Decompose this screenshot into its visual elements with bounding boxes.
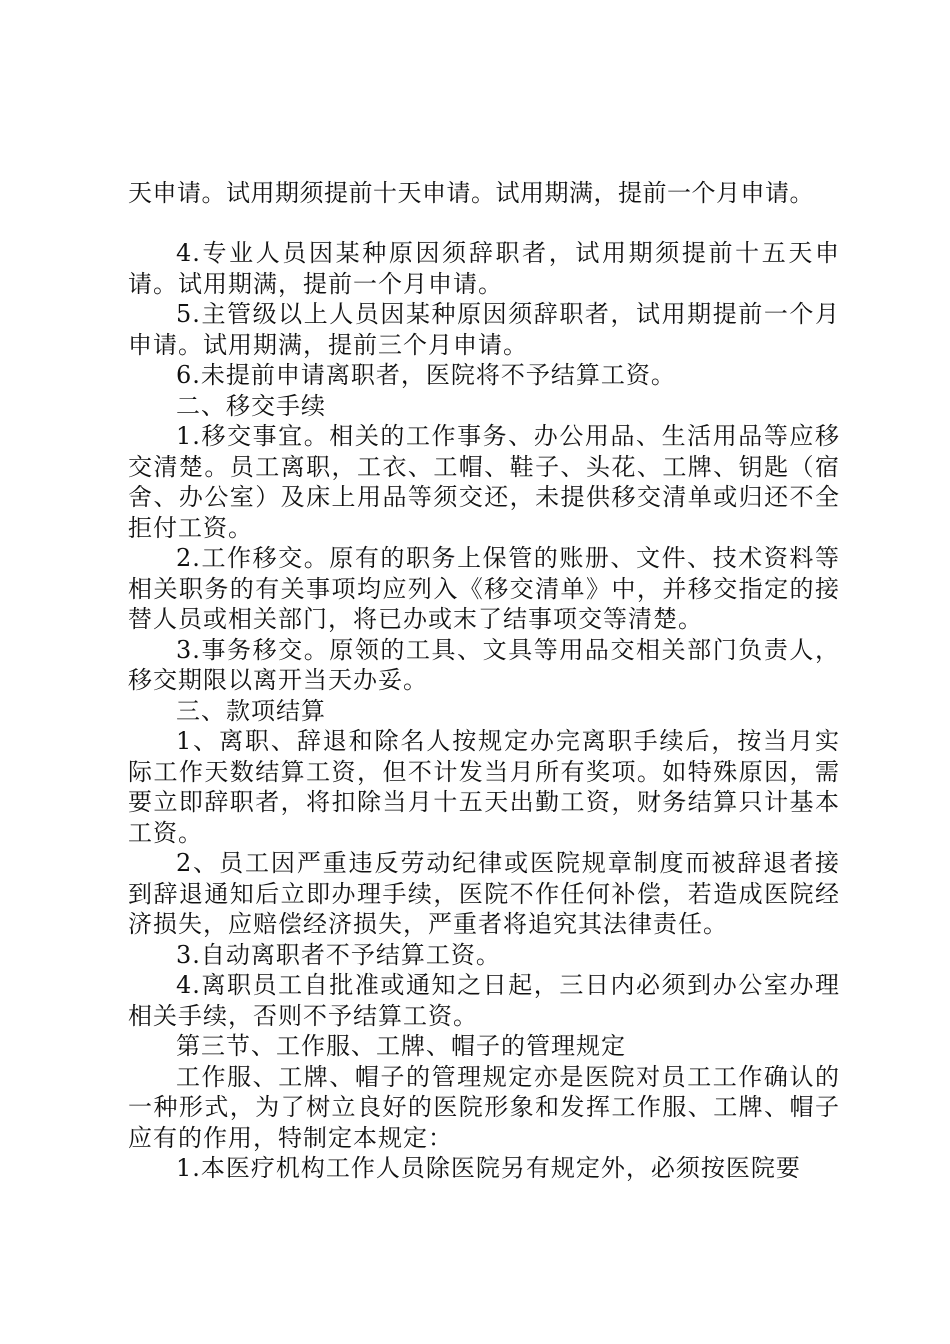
paragraph-work-handover: 2.工作移交。原有的职务上保管的账册、文件、技术资料等相关职务的有关事项均应列入《移交清单》中，并移交指定的接替人员或相关部门，将已办或末了结事项交等清楚。 <box>128 544 840 633</box>
paragraph-settlement-rule-4: 4.离职员工自批准或通知之日起，三日内必须到办公室办理相关手续，否则不予结算工资。 <box>128 971 840 1030</box>
paragraph-uniform-intro: 工作服、工牌、帽子的管理规定亦是医院对员工工作确认的一种形式，为了树立良好的医院形象和发挥工作服、工牌、帽子应有的作用，特制定本规定： <box>128 1062 840 1152</box>
section-heading-handover: 二、移交手续 <box>176 391 326 420</box>
paragraph-continued: 天申请。试用期须提前十天申请。试用期满，提前一个月申请。 <box>128 179 814 207</box>
paragraph-no-advance-application: 6.未提前申请离职者，医院将不予结算工资。 <box>176 361 676 389</box>
paragraph-supervisor-resignation: 5.主管级以上人员因某种原因须辞职者，试用期提前一个月申请。试用期满，提前三个月申请。 <box>128 300 840 359</box>
paragraph-settlement-rule-1: 1、离职、辞退和除名人按规定办完离职手续后，按当月实际工作天数结算工资，但不计发当月所有奖项。如特殊原因，需要立即辞职者，将扣除当月十五天出勤工资，财务结算只计基本工资。 <box>128 727 840 847</box>
paragraph-affairs-handover: 3.事务移交。原领的工具、文具等用品交相关部门负责人，移交期限以离开当天办妥。 <box>128 635 840 694</box>
document-continuation <box>128 178 840 209</box>
paragraph-professional-staff-resignation: 4.专业人员因某种原因须辞职者，试用期须提前十五天申请。试用期满，提前一个月申请。 <box>128 239 840 298</box>
section-heading-uniform-rules: 第三节、工作服、工牌、帽子的管理规定 <box>176 1032 626 1060</box>
paragraph-handover-items: 1.移交事宜。相关的工作事务、办公用品、生活用品等应移交清楚。员工离职，工衣、工帽、鞋子、头花、工牌、钥匙（宿舍、办公室）及床上用品等须交还，未提供移交清单或归还不全拒付工资。 <box>128 422 840 542</box>
document-body <box>128 238 840 1184</box>
section-heading-settlement: 三、款项结算 <box>176 696 326 725</box>
paragraph-uniform-rule-1: 1.本医疗机构工作人员除医院另有规定外，必须按医院要 <box>176 1154 801 1182</box>
paragraph-settlement-rule-2: 2、员工因严重违反劳动纪律或医院规章制度而被辞退者接到辞退通知后立即办理手续，医院不作任何补偿，若造成医院经济损失，应赔偿经济损失，严重者将追究其法律责任。 <box>128 849 840 938</box>
paragraph-settlement-rule-3: 3.自动离职者不予结算工资。 <box>176 940 501 969</box>
